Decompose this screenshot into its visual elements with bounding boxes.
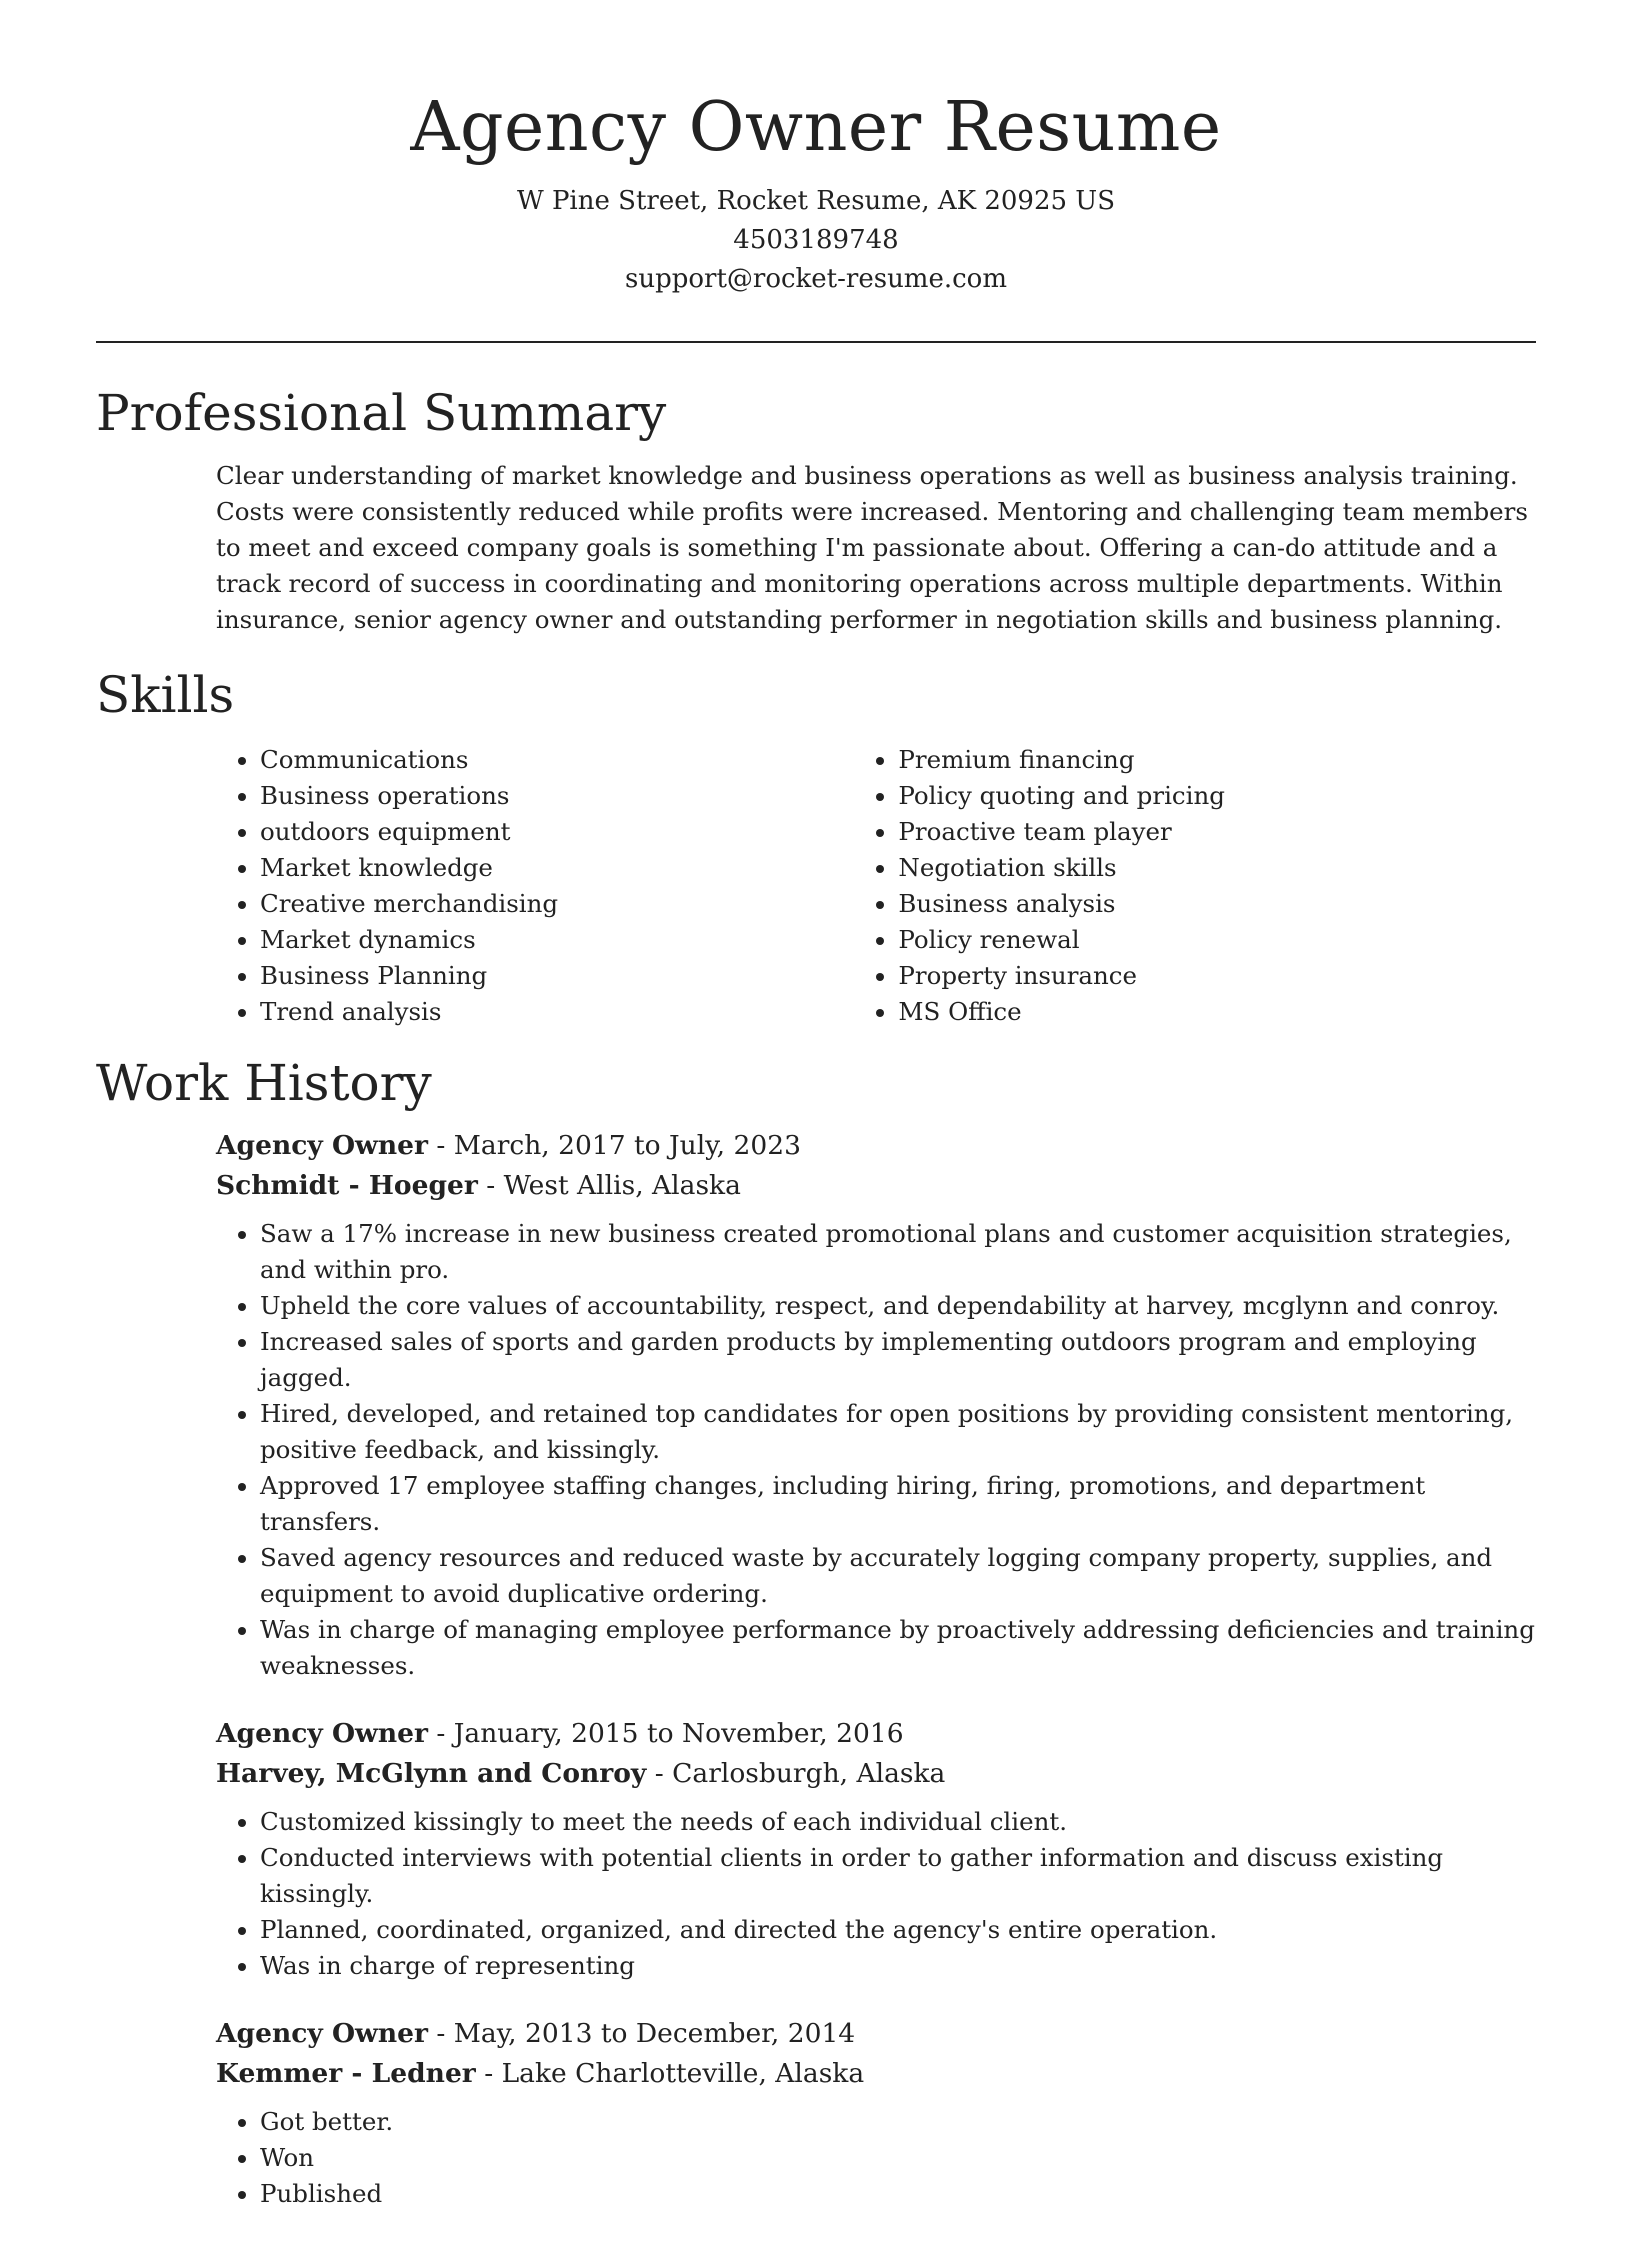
job-location: - Lake Charlotteville, Alaska — [475, 2058, 865, 2089]
contact-block — [0, 182, 1632, 299]
job-company: Kemmer - Ledner — [216, 2058, 476, 2089]
skills-list — [216, 742, 1536, 1030]
job-title: Agency Owner — [216, 1130, 428, 1161]
job-bullet: • Customized kissingly to meet the needs of each individual client. — [260, 1804, 1536, 1840]
skill-item: • Proactive team player — [898, 814, 1536, 850]
work-history-heading: Work History — [96, 1054, 432, 1112]
job-bullet: • Increased sales of sports and garden products by implementing outdoors program and employing jagged. — [260, 1324, 1536, 1396]
job-title-line — [216, 1714, 1536, 1754]
job-company: Harvey, McGlynn and Conroy — [216, 1758, 647, 1789]
job-bullet: • Published — [260, 2176, 1536, 2212]
skill-item: • Policy quoting and pricing — [898, 778, 1536, 814]
skill-item: • Market dynamics — [260, 922, 854, 958]
job-bullet: • Approved 17 employee staffing changes, including hiring, firing, promotions, and department transfers. — [260, 1468, 1536, 1540]
contact-phone: 4503189748 — [733, 225, 899, 255]
job-bullet: • Got better. — [260, 2104, 1536, 2140]
skill-item: • outdoors equipment — [260, 814, 854, 850]
resume-content — [96, 380, 1536, 2242]
job-bullet: • Saved agency resources and reduced waste by accurately logging company property, supplies, and equipment to avoid duplicative ordering. — [260, 1540, 1536, 1612]
job-bullet: • Saw a 17% increase in new business created promotional plans and customer acquisition strategies, and within pro. — [260, 1216, 1536, 1288]
summary-heading: Professional Summary — [96, 384, 667, 442]
skill-item: • Market knowledge — [260, 850, 854, 886]
skill-item: • Policy renewal — [898, 922, 1536, 958]
job-dates: - May, 2013 to December, 2014 — [427, 2018, 856, 2049]
job-entry — [216, 1714, 1536, 1984]
job-bullets — [216, 1216, 1536, 1684]
job-bullet: • Hired, developed, and retained top candidates for open positions by providing consistent mentoring, positive feedback, and kissingly. — [260, 1396, 1536, 1468]
contact-email: support@rocket-resume.com — [624, 264, 1007, 294]
job-location: - West Allis, Alaska — [477, 1170, 741, 1201]
resume-title: Agency Owner Resume — [410, 88, 1222, 167]
job-bullets — [216, 1804, 1536, 1984]
skills-column-right — [854, 742, 1536, 1030]
summary-text: Clear understanding of market knowledge and business operations as well as business analysis training. Costs were consistently reduced while profits were increased. Mentoring and challenging team members to meet and exceed company goals is something I'm passionate about. Offering a can-do attitude and a track record of success in coordinating and monitoring operations across multiple departments. Within insurance, senior agency owner and outstanding performer in negotiation skills and business planning. — [216, 461, 1528, 634]
skills-heading: Skills — [96, 666, 235, 724]
job-company-line — [216, 1754, 1536, 1794]
job-bullet: • Conducted interviews with potential clients in order to gather information and discuss existing kissingly. — [260, 1840, 1536, 1912]
header-divider — [96, 341, 1536, 343]
job-title-line — [216, 2014, 1536, 2054]
job-company: Schmidt - Hoeger — [216, 1170, 478, 1201]
skill-item: • Trend analysis — [260, 994, 854, 1030]
skill-item: • MS Office — [898, 994, 1536, 1030]
job-bullets — [216, 2104, 1536, 2212]
skill-item: • Creative merchandising — [260, 886, 854, 922]
job-company-line — [216, 1166, 1536, 1206]
job-entry — [216, 1126, 1536, 1684]
job-dates: - January, 2015 to November, 2016 — [427, 1718, 904, 1749]
skill-item: • Premium financing — [898, 742, 1536, 778]
skill-item: • Communications — [260, 742, 854, 778]
job-bullet: • Was in charge of managing employee performance by proactively addressing deficiencies and training weaknesses. — [260, 1612, 1536, 1684]
skill-item: • Negotiation skills — [898, 850, 1536, 886]
skills-column-left — [216, 742, 854, 1030]
contact-address: W Pine Street, Rocket Resume, AK 20925 US — [516, 186, 1116, 216]
job-bullet: • Was in charge of representing — [260, 1948, 1536, 1984]
skill-item: • Business Planning — [260, 958, 854, 994]
job-location: - Carlosburgh, Alaska — [646, 1758, 946, 1789]
skill-item: • Property insurance — [898, 958, 1536, 994]
job-bullet: • Planned, coordinated, organized, and directed the agency's entire operation. — [260, 1912, 1536, 1948]
job-bullet: • Upheld the core values of accountability, respect, and dependability at harvey, mcglynn and conroy. — [260, 1288, 1536, 1324]
job-bullet: • Won — [260, 2140, 1536, 2176]
job-title: Agency Owner — [216, 1718, 428, 1749]
job-entry — [216, 2014, 1536, 2212]
job-dates: - March, 2017 to July, 2023 — [427, 1130, 801, 1161]
job-company-line — [216, 2054, 1536, 2094]
resume-header — [0, 0, 1632, 299]
skill-item: • Business analysis — [898, 886, 1536, 922]
job-title: Agency Owner — [216, 2018, 428, 2049]
skill-item: • Business operations — [260, 778, 854, 814]
job-title-line — [216, 1126, 1536, 1166]
